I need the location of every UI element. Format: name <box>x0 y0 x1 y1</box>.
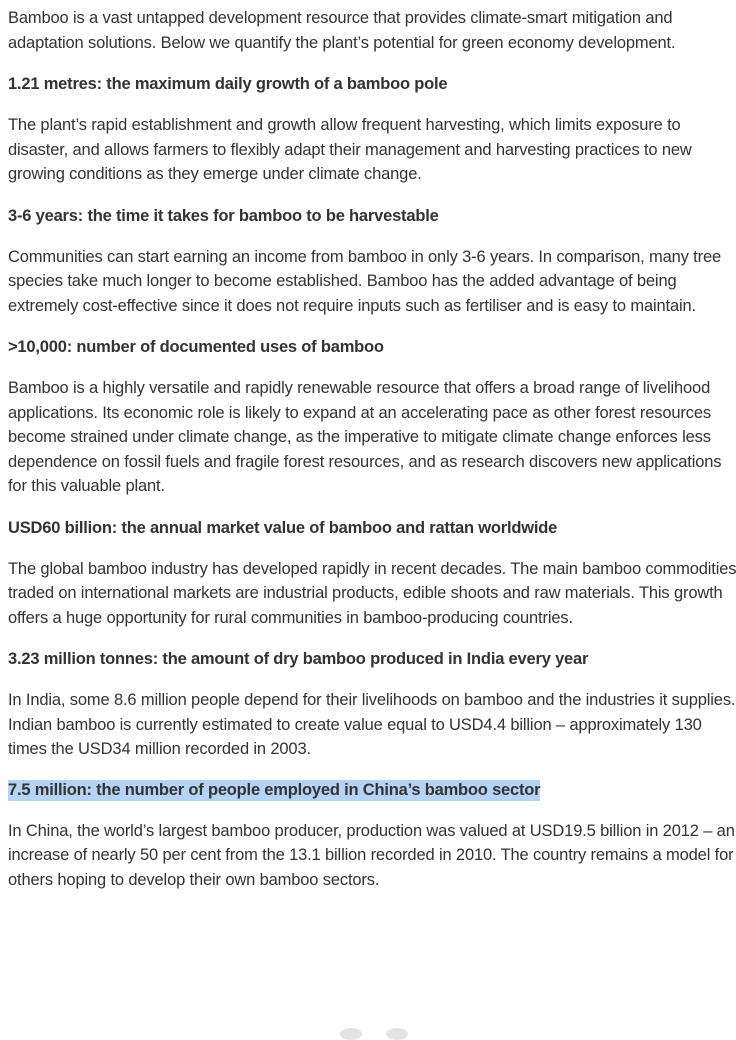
section-heading-india-production: 3.23 million tonnes: the amount of dry bamboo produced in India every year <box>8 650 589 668</box>
article-body <box>8 6 736 892</box>
section-heading-daily-growth: 1.21 metres: the maximum daily growth of a bamboo pole <box>8 75 448 93</box>
cropped-element-fragment <box>340 1028 362 1040</box>
section-paragraph-market-value: The global bamboo industry has developed rapidly in recent decades. The main bamboo commodities traded on international markets are industrial products, edible shoots and raw materials. This growth offers a huge opportunity for rural communities in bamboo-producing countries. <box>8 559 736 627</box>
section-paragraph-documented-uses: Bamboo is a highly versatile and rapidly renewable resource that offers a broad range of livelihood applications. Its economic role is likely to expand at an accelerating pace as other forest resources become strained under climate change, as the imperative to mitigate climate change enforces less dependence on fossil fuels and fragile forest resources, and as research discovers new applications for this valuable plant. <box>8 379 722 495</box>
section-paragraph-china-employment: In China, the world’s largest bamboo producer, production was valued at USD19.5 billion in 2012 – an increase of nearly 50 per cent from the 13.1 billion recorded in 2010. The country remains a model for others hoping to develop their own bamboo sectors. <box>8 821 735 889</box>
section-heading-market-value: USD60 billion: the annual market value of bamboo and rattan worldwide <box>8 518 558 537</box>
section-heading-china-employment[interactable] <box>8 778 736 802</box>
section-paragraph-india-production: In India, some 8.6 million people depend for their livelihoods on bamboo and the industries it supplies. Indian bamboo is currently estimated to create value equal to USD4.4 billion – approximately 130 times the USD34 million recorded in 2003. <box>8 691 736 758</box>
section-heading-documented-uses: >10,000: number of documented uses of bamboo <box>8 338 384 356</box>
selected-text-highlight[interactable]: 7.5 million: the number of people employed in China’s bamboo sector <box>8 780 541 799</box>
section-paragraph-daily-growth: The plant’s rapid establishment and growth allow frequent harvesting, which limits exposure to disaster, and allows farmers to flexibly adapt their management and harvesting practices to new growing conditions as they emerge under climate change. <box>8 116 692 183</box>
section-paragraph-harvest-time: Communities can start earning an income from bamboo in only 3-6 years. In comparison, many tree species take much longer to become established. Bamboo has the added advantage of being extremely cost-effective since it does not require inputs such as fertiliser and is easy to maintain. <box>8 247 721 315</box>
section-heading-harvest-time: 3-6 years: the time it takes for bamboo to be harvestable <box>8 206 439 225</box>
intro-paragraph: Bamboo is a vast untapped development resource that provides climate-smart mitigation and adaptation solutions. Below we quantify the plant’s potential for green economy development. <box>8 9 676 52</box>
cropped-element-fragment <box>386 1028 408 1040</box>
